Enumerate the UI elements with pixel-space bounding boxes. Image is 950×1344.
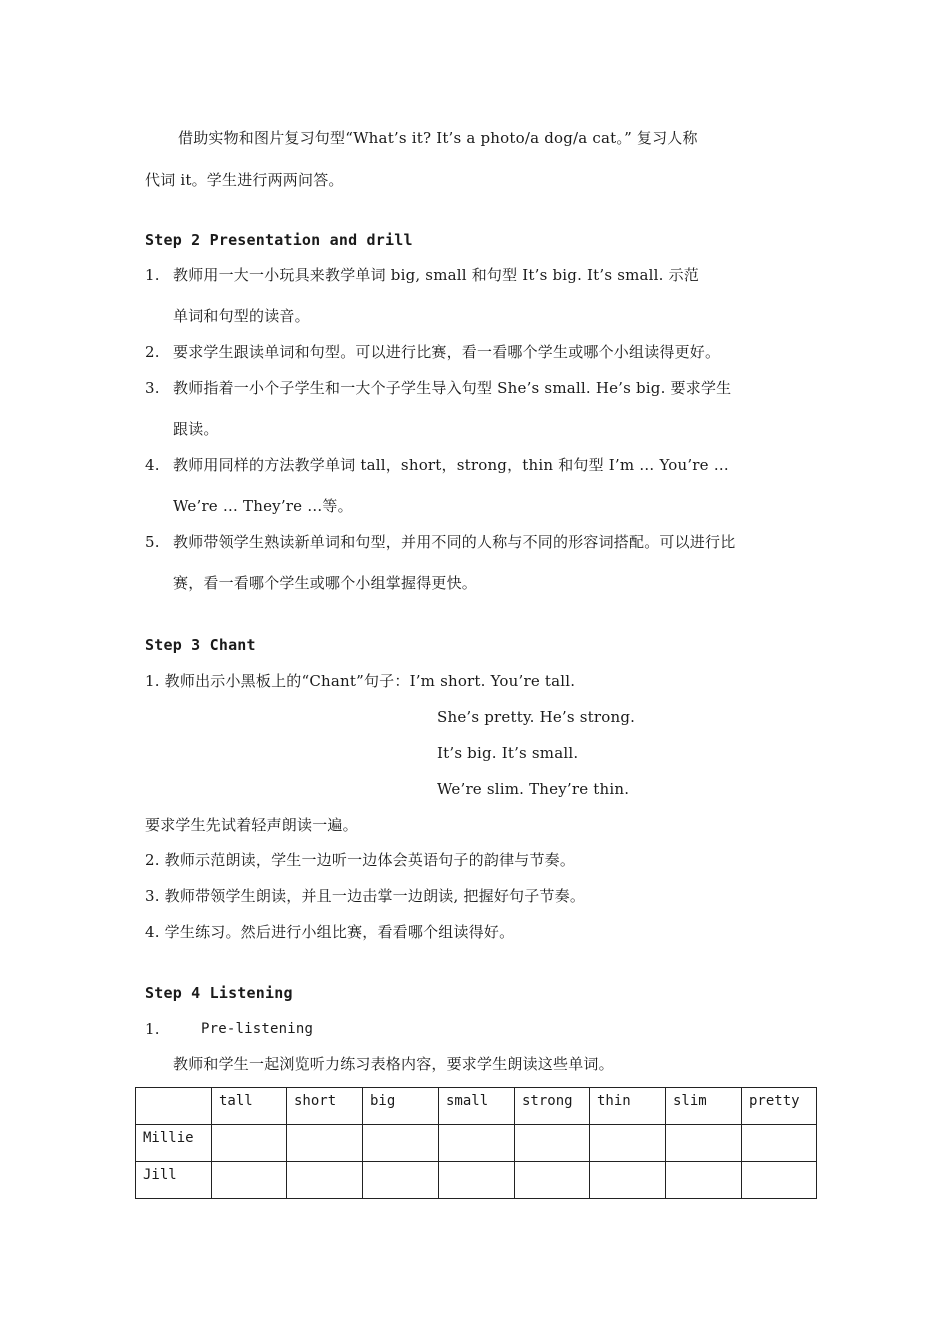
table-row-name: Millie [136,1125,212,1162]
table-cell [439,1125,515,1162]
step2-item-3-number: 3. [145,379,160,397]
step2-item-1-number: 1. [145,266,160,284]
table-cell [212,1125,287,1162]
step4-description: 教师和学生一起浏览听力练习表格内容，要求学生朗读这些单词。 [173,1055,614,1073]
table-cell [515,1125,590,1162]
table-row [136,1125,817,1162]
step4-heading: Step 4 Listening [145,984,293,1002]
table-cell [515,1162,590,1199]
table-cell [439,1162,515,1199]
step4-item-1-number: 1. [145,1020,160,1038]
step2-heading: Step 2 Presentation and drill [145,231,413,249]
table-header-cell: strong [515,1088,590,1125]
step2-item-5-line-2: 赛，看一看哪个学生或哪个小组掌握得更快。 [173,574,478,592]
table-row-name: Jill [136,1162,212,1199]
step3-item-1: 1. 教师出示小黑板上的“Chant”句子：I’m short. You’re tall. [145,672,576,690]
chant-line-2: She’s pretty. He’s strong. [437,708,636,726]
table-header-cell: tall [212,1088,287,1125]
table-header-cell: short [287,1088,363,1125]
step3-heading: Step 3 Chant [145,636,256,654]
table-cell [363,1125,439,1162]
table-cell [742,1125,817,1162]
table-header-cell: slim [666,1088,742,1125]
table-cell [212,1162,287,1199]
step2-item-4-line-1: 教师用同样的方法教学单词 tall，short，strong，thin 和句型 I’m … You’re … [173,456,729,474]
table-cell [287,1125,363,1162]
table-header-cell: big [363,1088,439,1125]
table-cell [666,1125,742,1162]
table-header-cell [136,1088,212,1125]
step2-item-2-number: 2. [145,343,160,361]
table-header-row [136,1088,817,1125]
step2-item-4-number: 4. [145,456,160,474]
table-cell [363,1162,439,1199]
listening-table [135,1087,817,1199]
table-row [136,1162,817,1199]
step3-after-text: 要求学生先试着轻声朗读一遍。 [145,816,358,834]
table-cell [742,1162,817,1199]
step2-item-5-line-1: 教师带领学生熟读新单词和句型，并用不同的人称与不同的形容词搭配。可以进行比 [173,533,736,551]
table-header-cell: pretty [742,1088,817,1125]
step2-item-5-number: 5. [145,533,160,551]
intro-line-1: 借助实物和图片复习句型“What’s it? It’s a photo/a dog/a cat。” 复习人称 [178,129,698,147]
table-cell [590,1162,666,1199]
intro-line-2: 代词 it。学生进行两两问答。 [145,171,344,189]
step2-item-3-line-1: 教师指着一小个子学生和一大个子学生导入句型 She’s small. He’s big. 要求学生 [173,379,732,397]
chant-line-3: It’s big. It’s small. [437,744,579,762]
step2-item-1-line-1: 教师用一大一小玩具来教学单词 big, small 和句型 It’s big. It’s small. 示范 [173,266,700,284]
step3-item-2: 2. 教师示范朗读，学生一边听一边体会英语句子的韵律与节奏。 [145,851,576,869]
step2-item-4-line-2: We’re … They’re …等。 [173,497,353,515]
step4-pre-listening-title: Pre-listening [201,1021,314,1037]
table-header-cell: small [439,1088,515,1125]
table-header-cell: thin [590,1088,666,1125]
table-cell [666,1162,742,1199]
chant-line-4: We’re slim. They’re thin. [437,780,630,798]
step3-item-3: 3. 教师带领学生朗读，并且一边击掌一边朗读, 把握好句子节奏。 [145,887,586,905]
table-cell [590,1125,666,1162]
step2-item-1-line-2: 单词和句型的读音。 [173,307,310,325]
step2-item-2-line-1: 要求学生跟读单词和句型。可以进行比赛，看一看哪个学生或哪个小组读得更好。 [173,343,721,361]
step2-item-3-line-2: 跟读。 [173,420,219,438]
step3-item-4: 4. 学生练习。然后进行小组比赛，看看哪个组读得好。 [145,923,515,941]
table-cell [287,1162,363,1199]
